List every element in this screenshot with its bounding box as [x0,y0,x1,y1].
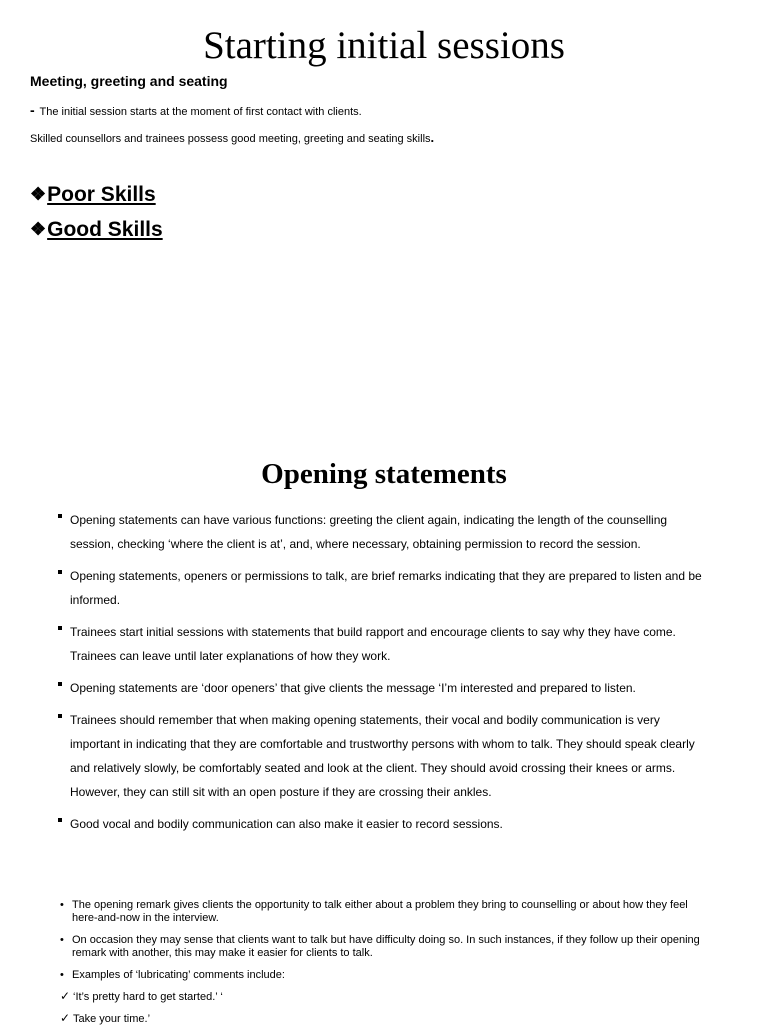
list-item-text: Opening statements can have various functions: greeting the client again, indicating the length of the counselling session, checking ‘where the client is at’, and, where necessary, obtaining permission to record the session. [70,513,668,551]
square-bullet-icon [58,714,62,718]
list-item [58,676,708,700]
list-item [58,508,708,556]
square-bullet-icon [58,682,62,686]
section-subheading: Meeting, greeting and seating [30,73,228,89]
poor-skills-label: Poor Skills [47,183,156,206]
list-item [58,934,708,960]
dot-bullet-icon: • [60,969,64,981]
list-item [58,564,708,612]
list-item-text: Opening statements, openers or permissions to talk, are brief remarks indicating that they are prepared to listen and be informed. [70,569,702,607]
intro-text: The initial session starts at the moment of first contact with clients. [39,106,362,118]
list-item-text: The opening remark gives clients the opportunity to talk either about a problem they bring to counselling or about how they feel here-and-now in the interview. [72,899,688,924]
list-item [58,899,708,925]
checkmark-icon: ✓ [60,1011,71,1025]
list-item-text: Opening statements are ‘door openers’ that give clients the message ‘I’m interested and prepared to listen. [70,681,636,695]
dot-bullet-icon: • [60,934,64,946]
skills-text: Skilled counsellors and trainees possess good meeting, greeting and seating skills [30,133,431,145]
list-item-text: Take your time.’ [73,1013,151,1025]
list-item-text: Trainees should remember that when making opening statements, their vocal and bodily communication is very important in indicating that they are comfortable and trustworthy persons with whom to talk. They should speak clearly and relatively slowly, be comfortably seated and look at the client. They should avoid crossing their knees or arms. However, they can still sit with an open posture if they are crossing their ankles. [70,713,695,799]
lubricating-comments-list [60,991,223,1035]
list-item [58,620,708,668]
diamond-bullet-icon: ❖ [30,184,47,204]
opening-statements-list [58,508,708,844]
list-item [58,969,708,982]
intro-line [30,103,362,119]
poor-skills-link[interactable] [30,181,156,208]
list-item [58,708,708,804]
square-bullet-icon [58,626,62,630]
opening-statements-heading: Opening statements [261,458,507,490]
list-item-text: On occasion they may sense that clients want to talk but have difficulty doing so. In such instances, if they follow up their opening remark with another, this may make it easier for clients to talk. [72,934,700,959]
list-item [60,1013,223,1026]
good-skills-link[interactable] [30,216,163,243]
good-skills-label: Good Skills [47,218,163,241]
square-bullet-icon [58,570,62,574]
square-bullet-icon [58,818,62,822]
list-item [58,812,708,836]
square-bullet-icon [58,514,62,518]
dot-bullet-icon: • [60,899,64,911]
list-item [60,991,223,1004]
list-item-text: Examples of ‘lubricating’ comments include: [72,969,285,981]
list-item-text: ‘It’s pretty hard to get started.’ ‘ [73,991,223,1003]
list-item-text: Trainees start initial sessions with statements that build rapport and encourage clients to say why they have come. Trainees can leave until later explanations of how they work. [70,625,676,663]
list-item-text: Good vocal and bodily communication can also make it easier to record sessions. [70,817,503,831]
dash-marker: - [30,102,35,118]
checkmark-icon: ✓ [60,989,71,1003]
diamond-bullet-icon: ❖ [30,219,47,239]
skills-line: Skilled counsellors and trainees possess good meeting, greeting and seating skills. [30,130,435,145]
opening-remarks-list [58,899,708,991]
page-title: Starting initial sessions [203,24,565,67]
